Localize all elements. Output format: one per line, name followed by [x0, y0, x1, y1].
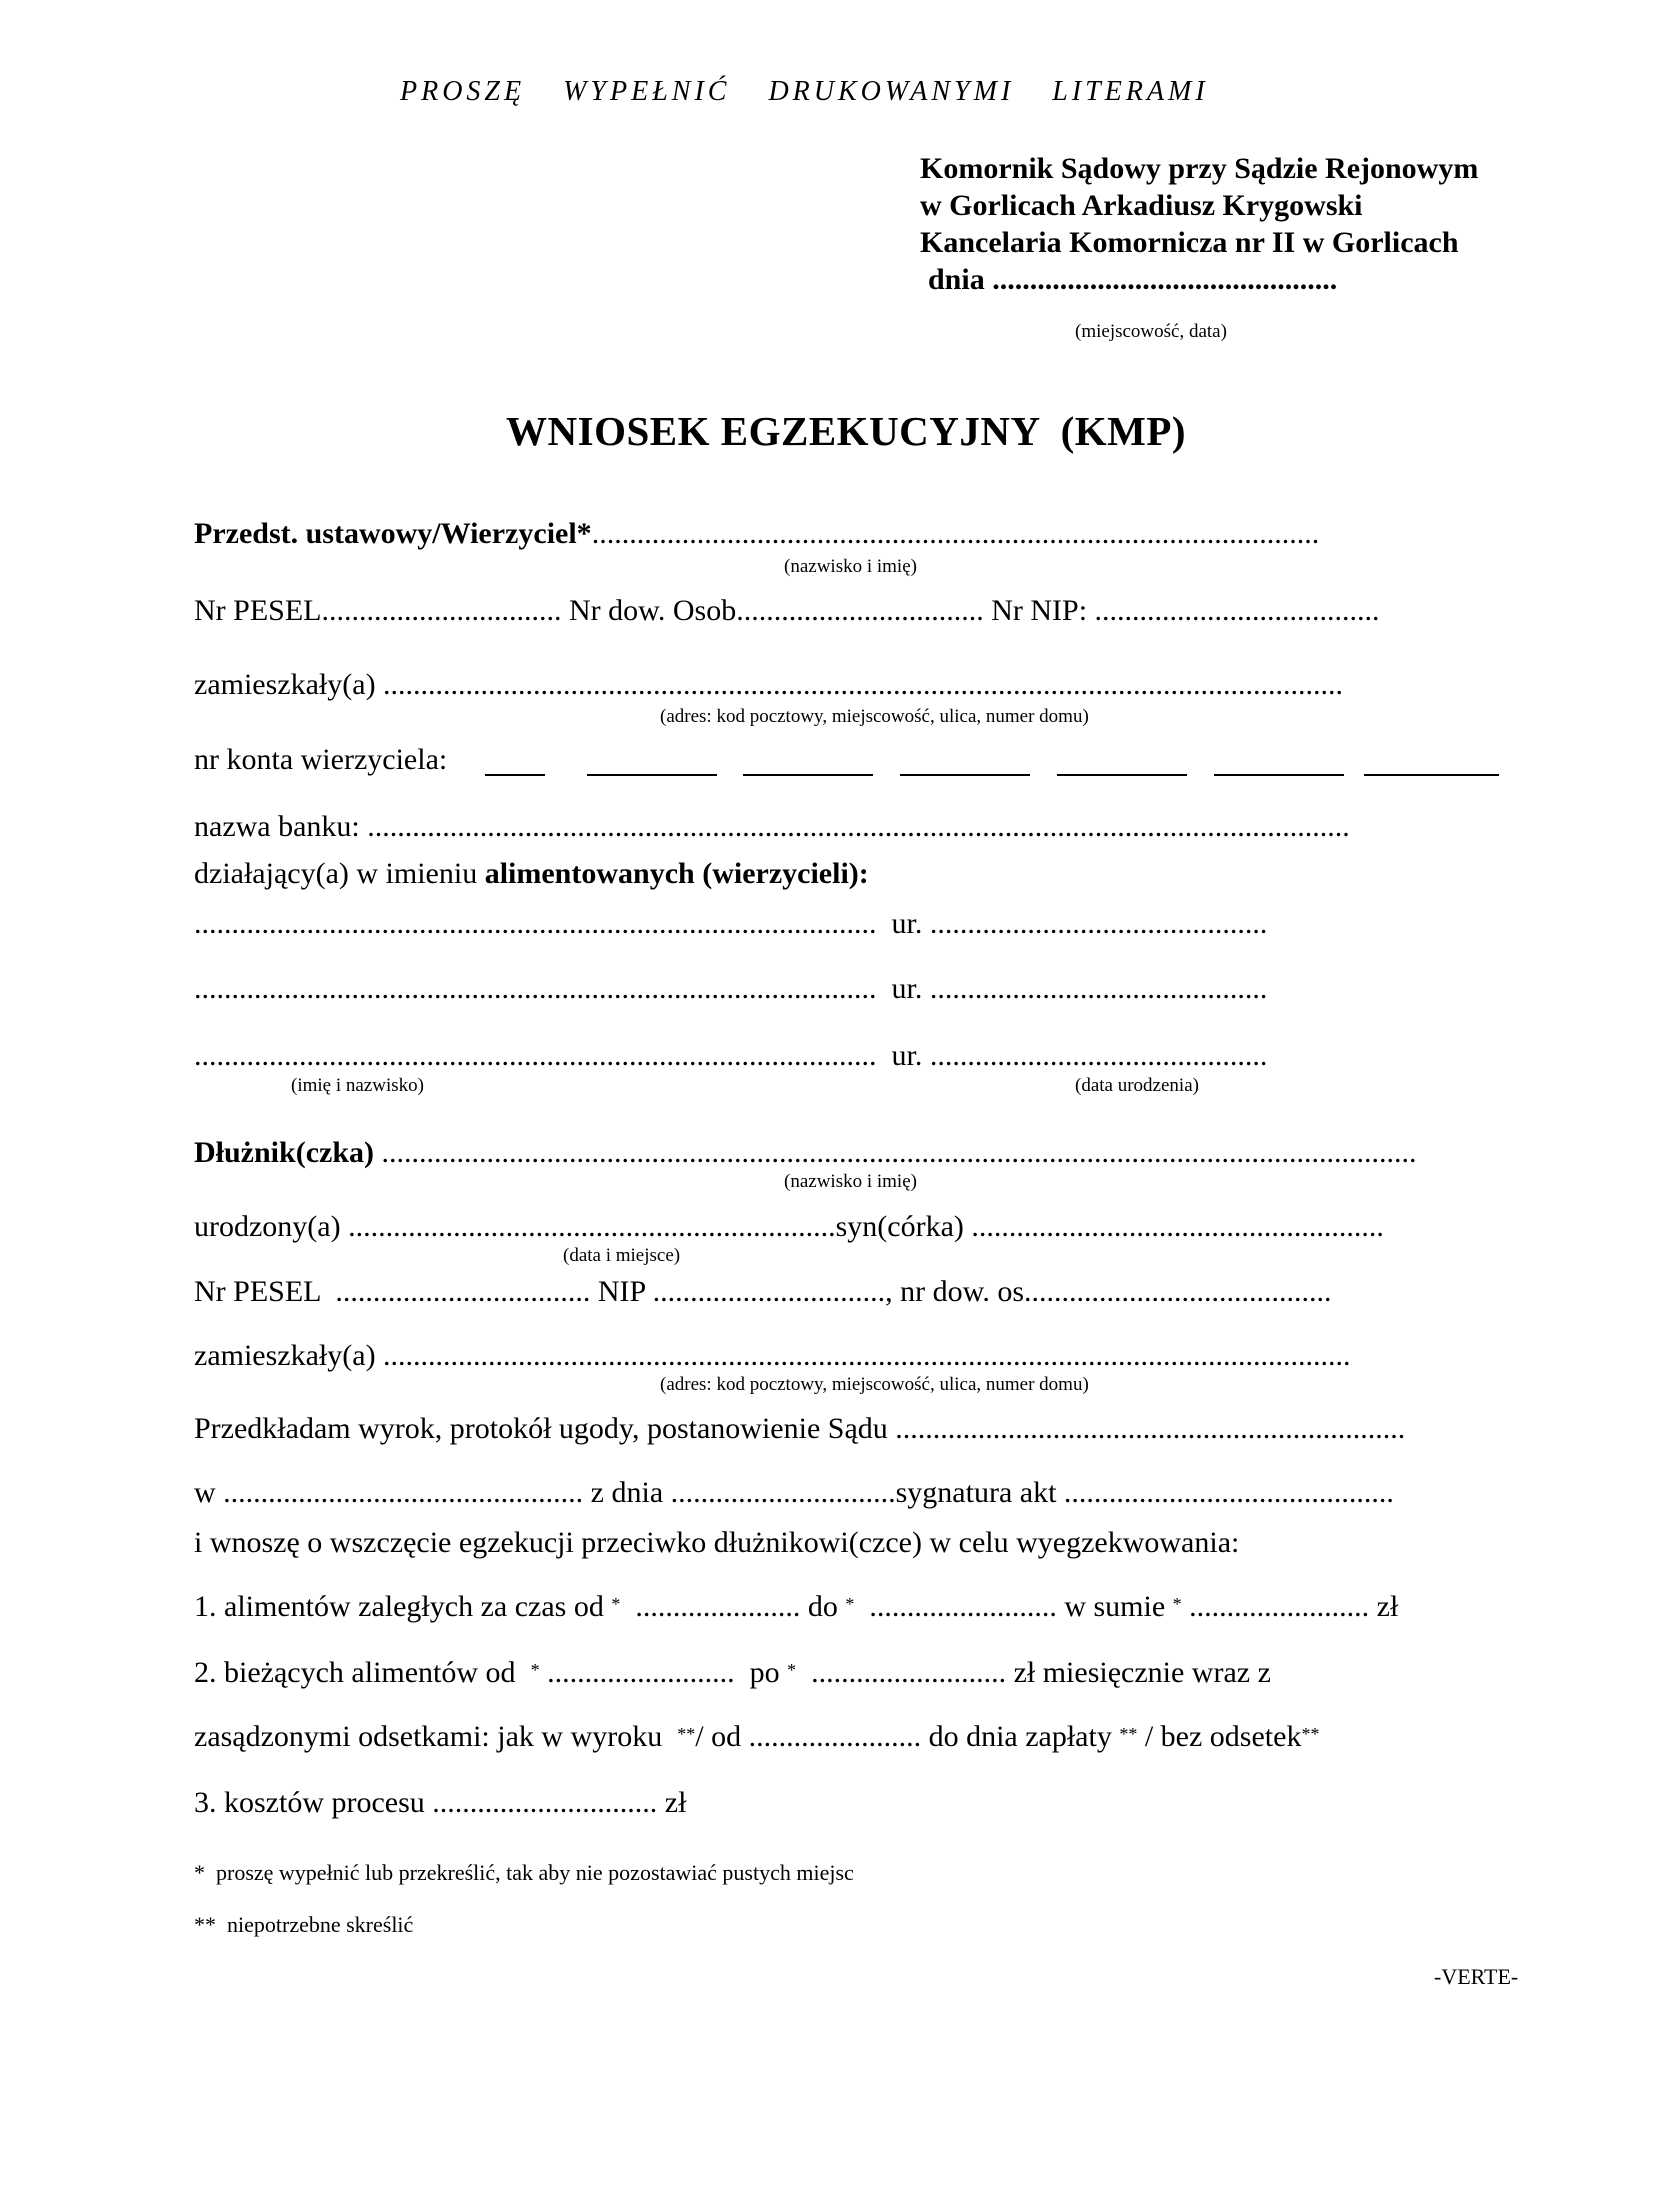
debtor-name-row [194, 1138, 1417, 1168]
addressee-line-3: Kancelaria Komornicza nr II w Gorlicach [920, 226, 1459, 259]
court-reference-field[interactable]: w ................................................ z dnia ..............................sygnatura akt ............................................ [194, 1476, 1394, 1509]
current-alimony-amount: .......................... zł miesięcznie wraz z [796, 1656, 1271, 1689]
dependent-row-2[interactable]: ........................................................................................... ur. ............................................. [194, 972, 1268, 1005]
marker-single: * [611, 1594, 621, 1614]
interest-row[interactable] [194, 1722, 1319, 1752]
request-statement: i wnoszę o wszczęcie egzekucji przeciwko dłużnikowi(czce) w celu wyegzekwowania: [194, 1526, 1240, 1559]
marker-single: * [530, 1660, 540, 1680]
marker-single: * [1172, 1594, 1182, 1614]
costs-row[interactable]: 3. kosztów procesu .............................. zł [194, 1786, 687, 1819]
debtor-address-field[interactable]: zamieszkały(a) ................................................................................................................................. [194, 1339, 1351, 1372]
addressee-line-1: Komornik Sądowy przy Sądzie Rejonowym [920, 152, 1479, 185]
page-title: WNIOSEK EGZEKUCYJNY (KMP) [506, 408, 1187, 454]
debtor-address-caption: (adres: kod pocztowy, miejscowość, ulica, numer domu) [660, 1374, 1089, 1395]
fill-in-instruction: PROSZĘ WYPEŁNIĆ DRUKOWANYMI LITERAMI [400, 76, 1209, 107]
current-alimony-label: 2. bieżących alimentów od [194, 1656, 531, 1689]
marker-double: ** [1301, 1724, 1320, 1744]
verte-label: -VERTE- [1434, 1964, 1519, 1989]
interest-none: / bez odsetek [1137, 1720, 1302, 1753]
marker-double: ** [677, 1724, 696, 1744]
footnote-single: * proszę wypełnić lub przekreślić, tak aby nie pozostawiać pustych miejsc [194, 1860, 854, 1885]
marker-single: * [787, 1660, 797, 1680]
bank-name-field[interactable]: nazwa banku: ................................................................................................................................... [194, 810, 1350, 843]
debtor-ids-field[interactable]: Nr PESEL .................................. NIP ..............................., nr dow. os......................................... [194, 1275, 1332, 1308]
arrears-sum-value: ........................ zł [1181, 1590, 1399, 1623]
interest-from: / od ....................... do dnia zapłaty [695, 1720, 1120, 1753]
account-label: nr konta wierzyciela: [194, 743, 448, 776]
acting-on-behalf-line [194, 859, 869, 889]
creditor-name-field[interactable]: ................................................................................................. [591, 517, 1320, 550]
debtor-name-caption: (nazwisko i imię) [784, 1171, 917, 1192]
creditor-ids-field[interactable]: Nr PESEL................................ Nr dow. Osob................................. Nr NIP: ...................................... [194, 594, 1380, 627]
creditor-label: Przedst. ustawowy/Wierzyciel* [194, 517, 592, 550]
acting-dependents-label: alimentowanych (wierzycieli): [484, 857, 869, 890]
date-field[interactable]: dnia .............................................. [928, 263, 1338, 296]
dependent-row-3[interactable]: ........................................................................................... ur. ............................................. [194, 1039, 1268, 1072]
debtor-birth-field[interactable]: urodzony(a) .................................................................syn(córka) ....................................................... [194, 1210, 1384, 1243]
addressee-line-2: w Gorlicach Arkadiusz Krygowski [920, 189, 1363, 222]
creditor-name-caption: (nazwisko i imię) [784, 556, 917, 577]
current-alimony-from: ......................... po [539, 1656, 788, 1689]
debtor-name-field[interactable]: .......................................................................................................................................... [374, 1136, 1417, 1169]
arrears-sum-label: ......................... w sumie [854, 1590, 1173, 1623]
court-document-field[interactable]: Przedkładam wyrok, protokół ugody, postanowienie Sądu .................................................................... [194, 1412, 1406, 1445]
arrears-label: 1. alimentów zaległych za czas od [194, 1590, 612, 1623]
marker-double: ** [1119, 1724, 1138, 1744]
dependent-name-caption: (imię i nazwisko) [291, 1075, 424, 1096]
creditor-address-field[interactable]: zamieszkały(a) ................................................................................................................................ [194, 668, 1344, 701]
footnote-double: ** niepotrzebne skreślić [194, 1912, 414, 1937]
debtor-label: Dłużnik(czka) [194, 1136, 374, 1169]
dependent-row-1[interactable]: ........................................................................................... ur. ............................................. [194, 907, 1268, 940]
interest-label: zasądzonymi odsetkami: jak w wyroku [194, 1720, 678, 1753]
marker-single: * [845, 1594, 855, 1614]
current-alimony-row[interactable] [194, 1658, 1271, 1688]
acting-prefix: działający(a) w imieniu [194, 857, 485, 890]
creditor-name-row [194, 519, 1319, 549]
account-number-field[interactable] [485, 774, 1505, 776]
date-field-caption: (miejscowość, data) [1075, 321, 1227, 342]
debtor-birth-caption: (data i miejsce) [563, 1245, 681, 1266]
creditor-address-caption: (adres: kod pocztowy, miejscowość, ulica, numer domu) [660, 706, 1089, 727]
dependent-date-caption: (data urodzenia) [1075, 1075, 1199, 1096]
arrears-from-to: ...................... do [620, 1590, 846, 1623]
arrears-row[interactable] [194, 1592, 1398, 1622]
